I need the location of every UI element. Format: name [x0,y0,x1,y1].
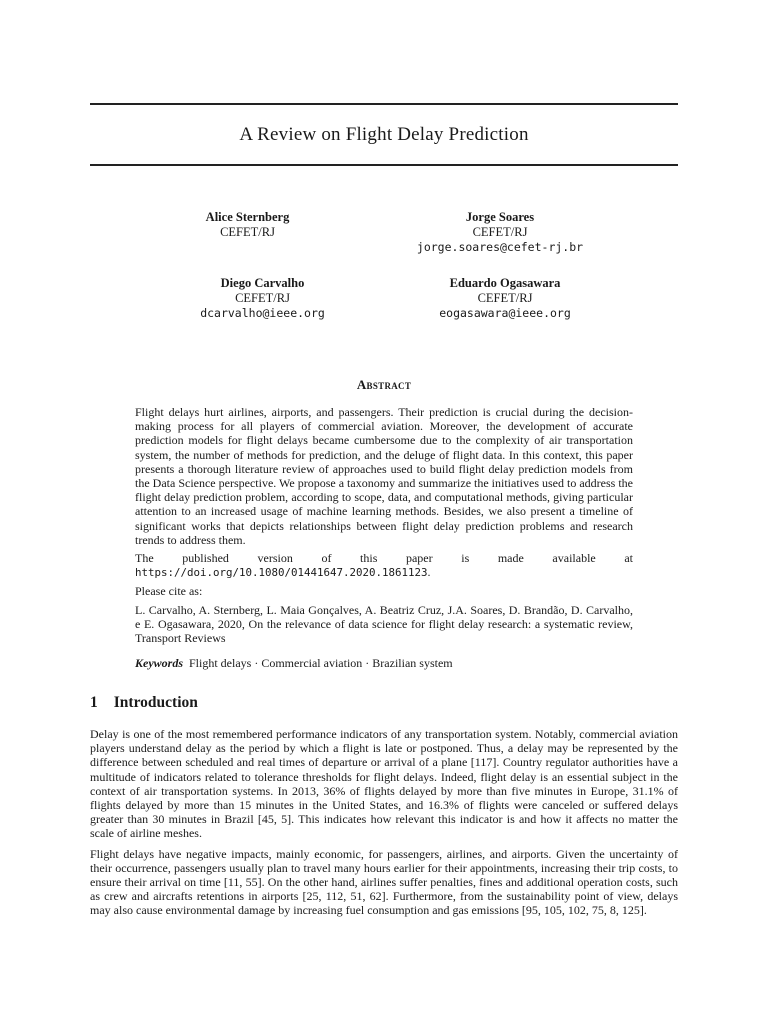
author-email[interactable]: jorge.soares@cefet-rj.br [416,240,584,254]
published-suffix: . [427,565,431,580]
author-affiliation: CEFET/RJ [235,291,290,305]
keywords-line [135,656,633,670]
author-name: Jorge Soares [465,210,535,224]
author-name: Diego Carvalho [220,276,305,290]
abstract-body [135,405,633,649]
author-affiliation: CEFET/RJ [220,225,275,239]
published-prefix: The published version of this paper is made available at [135,551,633,566]
published-note [135,551,633,580]
author-name: Eduardo Ogasawara [449,276,561,290]
author-block-4 [420,276,590,321]
section-title: Introduction [113,694,198,711]
keywords-label: Keywords [135,656,183,670]
author-affiliation: CEFET/RJ [472,225,528,239]
author-block-3 [180,276,345,321]
author-affiliation: CEFET/RJ [477,291,533,305]
title-bottom-rule [90,164,678,166]
section-body [90,727,678,924]
author-name: Alice Sternberg [205,210,290,224]
cite-label: Please cite as: [135,584,203,599]
author-block-2 [400,210,600,255]
title-top-rule [90,103,678,105]
abstract-paragraph: Flight delays hurt airlines, airports, and passengers. Their prediction is crucial during the decision-making process for all players of commercial aviation. Moreover, the development of accurate prediction models for flight delays became cumbersome due to the complexity of air transportation system, the number of methods for prediction, and the deluge of flight data. In this context, this paper presents a thorough literature review of approaches used to build flight delay prediction models from the Data Science perspective. We propose a taxonomy and summarize the initiatives used to address the flight delay prediction problem, according to scope, data, and computational methods, giving particular attention to an increased usage of machine learning methods. Besides, we also present a timeline of significant works that depicts relationships between flight delay prediction problems and research trends to address them. [135,405,633,547]
author-email[interactable]: dcarvalho@ieee.org [200,306,325,320]
section-heading [90,694,198,712]
keywords-text: Flight delays · Commercial aviation · Brazilian system [189,656,453,670]
section-number: 1 [90,694,98,711]
body-paragraph: Delay is one of the most remembered performance indicators of any transportation system. Notably, commercial aviation players understand delay as the period by which a flight is late or postponed. Thus, a delay may be represented by the difference between scheduled and real times of departure or arrival of a plane [117]. Country regulator authorities have a multitude of indicators related to tolerance thresholds for flight delays. Indeed, flight delay is an essential subject in the context of air transportation systems. In 2013, 36% of flights delayed by more than five minutes in Europe, 31.1% of flights delayed by more than 15 minutes in the United States, and 16.3% of flights were canceled or suffered delays greater than 30 minutes in Brazil [45, 5]. This indicates how relevant this indicator is and how it affects no matter the scale of airline meshes. [90,727,678,841]
author-block-1 [170,210,325,240]
paper-title: A Review on Flight Delay Prediction [239,124,529,145]
author-email[interactable]: eogasawara@ieee.org [439,306,571,320]
body-paragraph: Flight delays have negative impacts, mainly economic, for passengers, airlines, and airports. Given the uncertainty of their occurrence, passengers usually plan to travel many hours earlier for their appointments, increasing their trip costs, to ensure their arrival on time [11, 55]. On the other hand, airlines suffer penalties, fines and additional operation costs, such as crew and aircrafts retentions in airports [25, 112, 51, 62]. Furthermore, from the sustainability point of view, delays may also cause environmental damage by increasing fuel consumption and gas emissions [95, 105, 102, 75, 8, 125]. [90,846,678,918]
doi-link[interactable]: https://doi.org/10.1080/01441647.2020.1861123 [135,566,428,580]
citation-text: L. Carvalho, A. Sternberg, L. Maia Gonçalves, A. Beatriz Cruz, J.A. Soares, D. Brandão, D. Carvalho, e E. Ogasawara, 2020, On the relevance of data science for flight delay research: a systematic review, Transport Reviews [135,602,633,646]
abstract-heading: Abstract [356,377,412,392]
